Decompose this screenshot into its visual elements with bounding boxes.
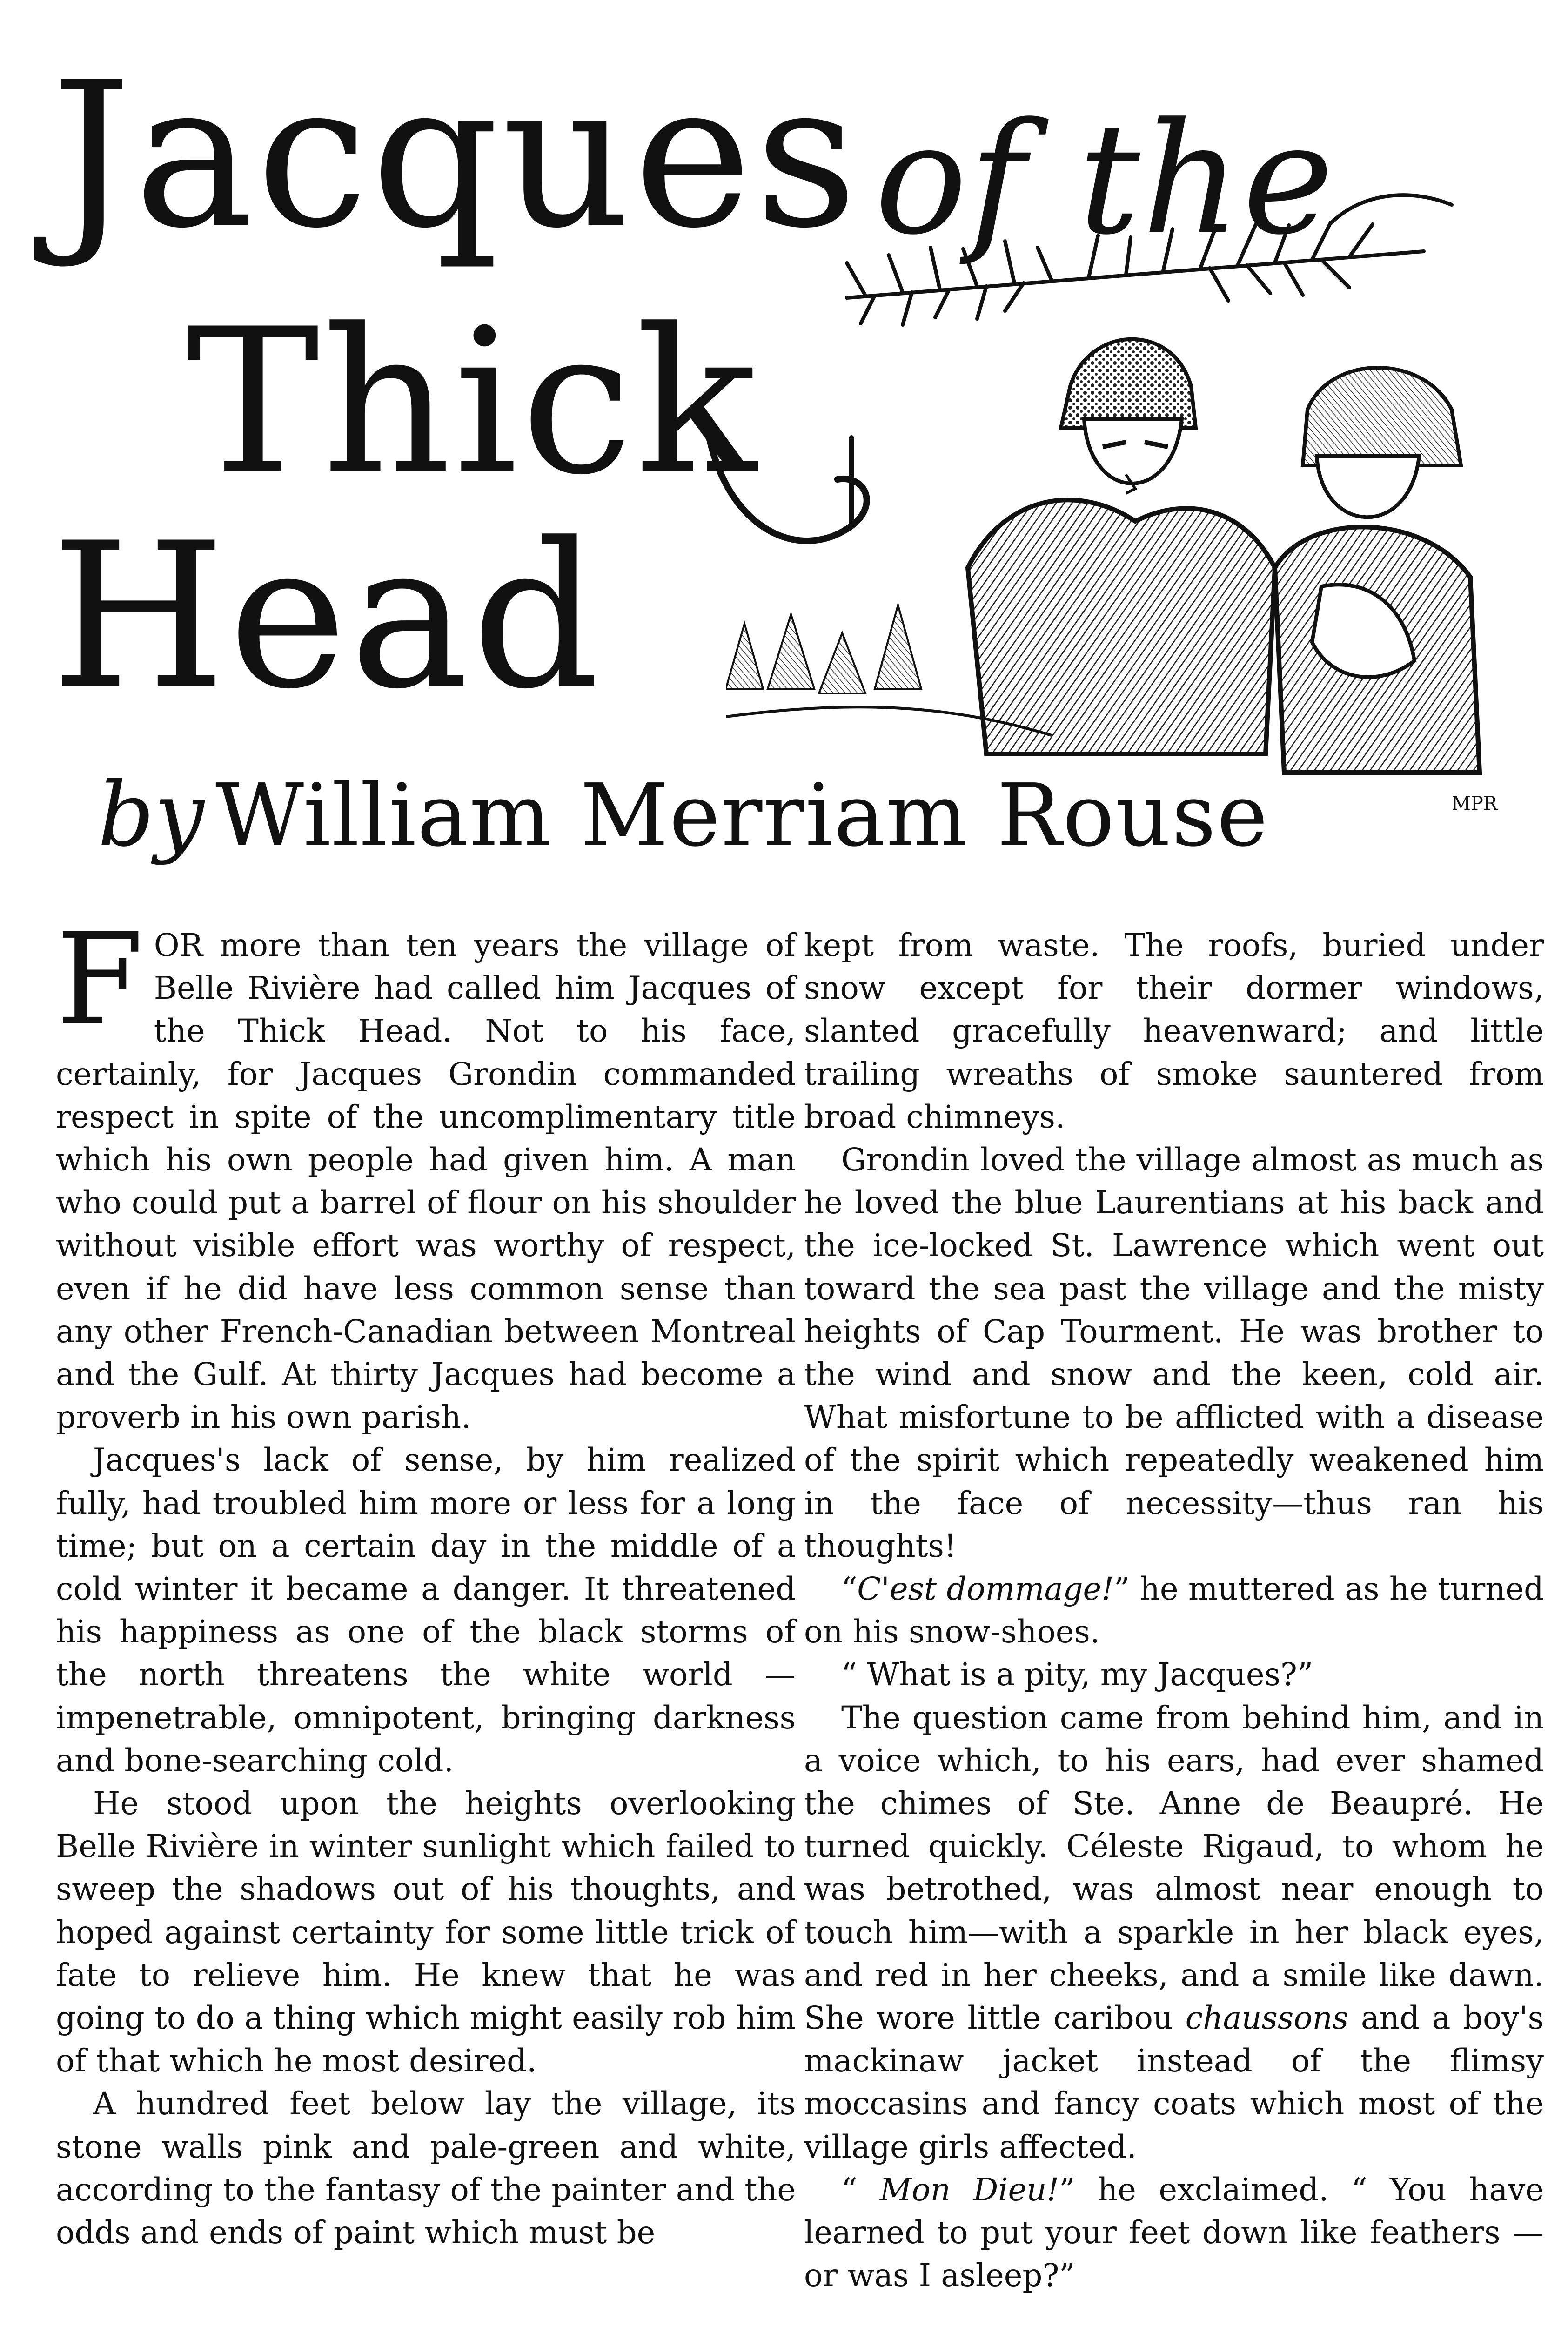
drop-cap: F [56,907,144,1054]
paragraph-text: OR more than ten years the village of Belle Rivière had called him Jacques of the Thick Head. Not to his face, certainly, for Jacques Grondin commanded respect in spite of the uncomplimentary title which his own people had given him. A man who could put a barrel of flour on his shoulder without visible effort was worthy of respect, even if he did have less common sense than any other French-Canadian between Montreal and the Gulf. At thirty Jacques had become a proverb in his own parish. [56,927,796,1436]
byline-author: William Merriam Rouse [215,765,1269,866]
italic-phrase: Mon Dieu! [879,2171,1059,2208]
paragraph-text: ” he muttered as he turned on his snow-shoes. [804,1571,1544,1650]
paragraph-text: and a boy's mackinaw jacket instead of the flimsy moccasins and fancy coats which most of the village girls affected. [804,2000,1544,2165]
paragraph-text: The question came from behind him, and in a voice which, to his ears, had ever shamed the chimes of Ste. Anne de Beaupré. He turned quickly. Céleste Rigaud, to whom he was betrothed, was almost near enough to touch him—with a sparkle in her black eyes, and red in her cheeks, and a smile like dawn. She wore little caribou [804,1699,1544,2037]
paragraph-text: ” he exclaimed. “ You have learned to put your feet down like feathers —or was I asleep?” [804,2171,1544,2294]
paragraph [804,1567,1544,1653]
illustration-two-figures-in-snow [726,168,1526,819]
figure-woman [1275,368,1480,773]
paragraph [804,2168,1544,2297]
paragraph [804,1696,1544,2168]
paragraph [56,907,796,1439]
pine-boughs [847,195,1452,325]
paragraph: He stood upon the heights overlooking Belle Rivière in winter sunlight which failed to sweep the shadows out of his thoughts, and hoped against certainty for some little trick of fate to relieve him. He knew that he was going to do a thing which might easily rob him of that which he most desired. [56,1785,796,2079]
article-column-right [804,924,1544,2297]
paragraph: Jacques's lack of sense, by him realized fully, had troubled him more or less for a long time; but on a certain day in the middle of a cold winter it became a danger. It threatened his happiness as one of the black storms of the north threatens the white world — impenetrable, omnipotent, bringing darkness and bone-searching cold. [56,1442,796,1779]
byline-by: by [98,763,204,866]
paragraph: A hundred feet below lay the village, its stone walls pink and pale-green and white, according to the fantasy of the painter and the odds and ends of paint which must be [56,2085,796,2251]
title-word-head: Head [51,500,603,733]
artist-signature: MPR [1452,793,1497,814]
paragraph: “ What is a pity, my Jacques?” [841,1656,1313,1693]
paragraph: kept from waste. The roofs, buried under snow except for their dormer windows, slanted gracefully heavenward; and little trailing wreaths of smoke sauntered from broad chimneys. [804,927,1544,1135]
paragraph: Grondin loved the village almost as much as he loved the blue Laurentians at his back and the ice-locked St. Lawrence which went out toward the sea past the village and the misty heights of Cap Tourment. He was brother to the wind and snow and the keen, cold air. What misfortune to be afflicted with a disease of the spirit which repeatedly weakened him in the face of necessity—thus ran his thoughts! [804,1142,1544,1564]
title-word-jacques: Jacques [51,40,860,272]
article-column-left [56,907,796,2254]
background-trees [726,605,921,693]
title-word-thick: Thick [186,286,760,519]
italic-word: chaussons [1185,2000,1349,2037]
quote-open: “ [841,2171,858,2208]
byline [98,763,1269,866]
italic-phrase: C'est dommage! [857,1571,1114,1607]
quote-open: “ [841,1571,858,1607]
figure-man [968,339,1275,754]
title-word-of-the: of the [875,90,1336,269]
